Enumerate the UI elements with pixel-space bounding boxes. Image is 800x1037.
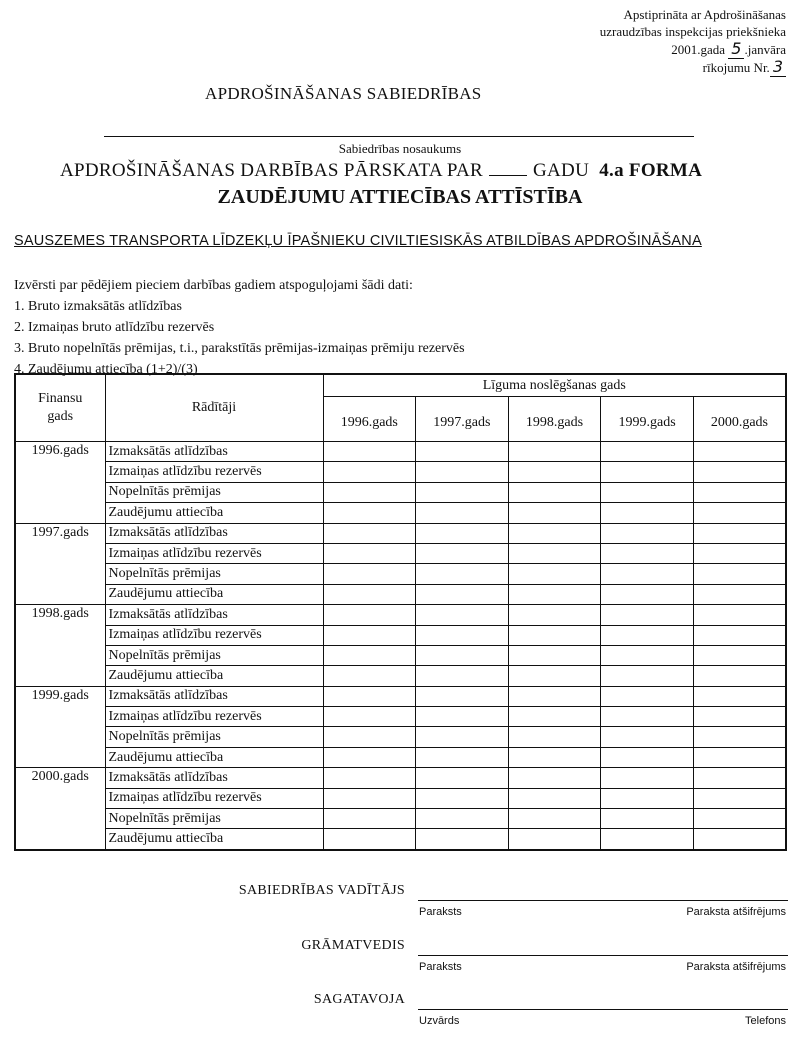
table-row bbox=[15, 564, 786, 584]
value-cell[interactable] bbox=[601, 727, 694, 747]
value-cell[interactable] bbox=[416, 564, 509, 584]
indicator-label: Izmaiņas atlīdzību rezervēs bbox=[105, 625, 323, 645]
indicator-label: Izmaiņas atlīdzību rezervēs bbox=[105, 462, 323, 482]
indicator-label: Nopelnītās prēmijas bbox=[105, 645, 323, 665]
report-title bbox=[60, 160, 702, 182]
approval-line-1: Apstiprināta ar Apdrošināšanas bbox=[623, 7, 786, 22]
value-cell[interactable] bbox=[601, 829, 694, 850]
value-cell[interactable] bbox=[693, 809, 786, 829]
value-cell[interactable] bbox=[601, 645, 694, 665]
indicator-label: Izmaksātās atlīdzības bbox=[105, 523, 323, 543]
company-name-caption: Sabiedrības nosaukums bbox=[338, 141, 462, 156]
signature-line[interactable] bbox=[418, 1009, 788, 1010]
table-row bbox=[15, 442, 786, 462]
header-contract-year: Līguma noslēgšanas gads bbox=[323, 374, 786, 397]
value-cell[interactable] bbox=[508, 809, 601, 829]
value-cell[interactable] bbox=[323, 543, 416, 563]
signature-caption-left: Paraksts bbox=[419, 961, 462, 973]
indicator-label: Izmaiņas atlīdzību rezervēs bbox=[105, 543, 323, 563]
table-row bbox=[15, 707, 786, 727]
value-cell[interactable] bbox=[323, 584, 416, 604]
approval-line-2: uzraudzības inspekcijas priekšnieka bbox=[599, 24, 786, 39]
loss-ratio-table bbox=[14, 373, 787, 851]
value-cell[interactable] bbox=[416, 584, 509, 604]
value-cell[interactable] bbox=[693, 523, 786, 543]
approval-line-4 bbox=[526, 58, 786, 76]
value-cell[interactable] bbox=[508, 727, 601, 747]
indicator-label: Zaudējumu attiecība bbox=[105, 747, 323, 767]
value-cell[interactable] bbox=[508, 788, 601, 808]
signature-role-label: SAGATAVOJA bbox=[313, 992, 405, 1007]
value-cell[interactable] bbox=[323, 727, 416, 747]
value-cell[interactable] bbox=[693, 503, 786, 523]
value-cell[interactable] bbox=[601, 686, 694, 706]
value-cell[interactable] bbox=[416, 809, 509, 829]
report-year-blank bbox=[489, 175, 527, 176]
value-cell[interactable] bbox=[416, 829, 509, 850]
value-cell[interactable] bbox=[508, 482, 601, 502]
value-cell[interactable] bbox=[416, 442, 509, 462]
company-name-field-line bbox=[104, 136, 694, 137]
signature-role-label: SABIEDRĪBAS VADĪTĀJS bbox=[238, 883, 405, 898]
value-cell[interactable] bbox=[601, 543, 694, 563]
value-cell[interactable] bbox=[601, 605, 694, 625]
insurance-type-heading: SAUSZEMES TRANSPORTA LĪDZEKĻU ĪPAŠNIEKU CIVILTIESISKĀS ATBILDĪBAS APDROŠINĀŠANA bbox=[14, 233, 702, 249]
header-year-column: 1996.gads bbox=[323, 397, 416, 442]
approval-date-prefix: 2001.gada bbox=[671, 42, 726, 57]
value-cell[interactable] bbox=[508, 543, 601, 563]
value-cell[interactable] bbox=[508, 747, 601, 767]
value-cell[interactable] bbox=[323, 523, 416, 543]
intro-lead: Izvērsti par pēdējiem pieciem darbības gadiem atspoguļojami šādi dati: bbox=[14, 278, 413, 293]
value-cell[interactable] bbox=[416, 462, 509, 482]
value-cell[interactable] bbox=[508, 686, 601, 706]
approval-note bbox=[526, 6, 786, 76]
value-cell[interactable] bbox=[323, 686, 416, 706]
approval-date-suffix: .janvāra bbox=[744, 42, 786, 57]
value-cell[interactable] bbox=[323, 482, 416, 502]
value-cell[interactable] bbox=[693, 747, 786, 767]
value-cell[interactable] bbox=[601, 747, 694, 767]
financial-year-cell: 1997.gads bbox=[15, 523, 105, 605]
table-row bbox=[15, 584, 786, 604]
order-number-handwritten: 3 bbox=[770, 57, 786, 77]
signature-caption-left: Uzvārds bbox=[419, 1015, 460, 1027]
indicator-label: Zaudējumu attiecība bbox=[105, 666, 323, 686]
indicator-label: Zaudējumu attiecība bbox=[105, 584, 323, 604]
company-heading: APDROŠINĀŠANAS SABIEDRĪBAS bbox=[205, 84, 482, 103]
value-cell[interactable] bbox=[508, 829, 601, 850]
value-cell[interactable] bbox=[416, 686, 509, 706]
value-cell[interactable] bbox=[323, 462, 416, 482]
value-cell[interactable] bbox=[416, 727, 509, 747]
table-row bbox=[15, 686, 786, 706]
intro-text bbox=[14, 275, 465, 380]
table-row bbox=[15, 543, 786, 563]
order-number-prefix: rīkojumu Nr. bbox=[702, 60, 770, 75]
table-row bbox=[15, 523, 786, 543]
value-cell[interactable] bbox=[508, 503, 601, 523]
value-cell[interactable] bbox=[323, 645, 416, 665]
value-cell[interactable] bbox=[693, 625, 786, 645]
report-title-part-2: GADU bbox=[533, 160, 590, 181]
value-cell[interactable] bbox=[693, 707, 786, 727]
value-cell[interactable] bbox=[601, 788, 694, 808]
indicator-label: Nopelnītās prēmijas bbox=[105, 482, 323, 502]
value-cell[interactable] bbox=[416, 523, 509, 543]
value-cell[interactable] bbox=[323, 788, 416, 808]
indicator-label: Izmaiņas atlīdzību rezervēs bbox=[105, 788, 323, 808]
value-cell[interactable] bbox=[693, 605, 786, 625]
value-cell[interactable] bbox=[508, 584, 601, 604]
value-cell[interactable] bbox=[323, 666, 416, 686]
indicator-label: Izmaksātās atlīdzības bbox=[105, 686, 323, 706]
header-indicators: Rādītāji bbox=[105, 374, 323, 442]
value-cell[interactable] bbox=[323, 707, 416, 727]
table-row bbox=[15, 747, 786, 767]
table-row bbox=[15, 788, 786, 808]
intro-item: 2. Izmaiņas bruto atlīdzību rezervēs bbox=[14, 320, 215, 335]
value-cell[interactable] bbox=[416, 645, 509, 665]
value-cell[interactable] bbox=[508, 523, 601, 543]
value-cell[interactable] bbox=[601, 809, 694, 829]
indicator-label: Izmaksātās atlīdzības bbox=[105, 768, 323, 788]
value-cell[interactable] bbox=[508, 666, 601, 686]
table-row bbox=[15, 727, 786, 747]
value-cell[interactable] bbox=[323, 503, 416, 523]
value-cell[interactable] bbox=[693, 442, 786, 462]
value-cell[interactable] bbox=[416, 788, 509, 808]
value-cell[interactable] bbox=[693, 829, 786, 850]
value-cell[interactable] bbox=[601, 482, 694, 502]
value-cell[interactable] bbox=[416, 666, 509, 686]
financial-year-cell: 1998.gads bbox=[15, 605, 105, 687]
value-cell[interactable] bbox=[693, 482, 786, 502]
table-row bbox=[15, 605, 786, 625]
financial-year-cell: 2000.gads bbox=[15, 768, 105, 850]
value-cell[interactable] bbox=[693, 645, 786, 665]
value-cell[interactable] bbox=[601, 523, 694, 543]
report-subtitle: ZAUDĒJUMU ATTIECĪBAS ATTĪSTĪBA bbox=[217, 186, 583, 208]
signature-line[interactable] bbox=[418, 900, 788, 901]
table-row bbox=[15, 625, 786, 645]
value-cell[interactable] bbox=[323, 605, 416, 625]
table-row bbox=[15, 768, 786, 788]
signature-caption-right: Paraksta atšifrējums bbox=[686, 961, 786, 973]
value-cell[interactable] bbox=[416, 605, 509, 625]
value-cell[interactable] bbox=[693, 666, 786, 686]
indicator-label: Izmaiņas atlīdzību rezervēs bbox=[105, 707, 323, 727]
intro-item: 3. Bruto nopelnītās prēmijas, t.i., parakstītās prēmijas-izmaiņas prēmiju rezervēs bbox=[14, 341, 465, 356]
value-cell[interactable] bbox=[508, 768, 601, 788]
indicator-label: Izmaksātās atlīdzības bbox=[105, 605, 323, 625]
value-cell[interactable] bbox=[416, 543, 509, 563]
intro-item: 4. Zaudējumu attiecība (1+2)/(3) bbox=[14, 362, 198, 377]
value-cell[interactable] bbox=[601, 503, 694, 523]
value-cell[interactable] bbox=[323, 564, 416, 584]
value-cell[interactable] bbox=[601, 666, 694, 686]
value-cell[interactable] bbox=[323, 625, 416, 645]
value-cell[interactable] bbox=[416, 503, 509, 523]
value-cell[interactable] bbox=[416, 747, 509, 767]
value-cell[interactable] bbox=[601, 584, 694, 604]
signature-caption-right: Paraksta atšifrējums bbox=[686, 906, 786, 918]
value-cell[interactable] bbox=[508, 707, 601, 727]
table-row bbox=[15, 809, 786, 829]
header-year-column: 1997.gads bbox=[416, 397, 509, 442]
header-year-column: 1998.gads bbox=[508, 397, 601, 442]
table-row bbox=[15, 645, 786, 665]
table-row bbox=[15, 829, 786, 850]
intro-item: 1. Bruto izmaksātās atlīdzības bbox=[14, 299, 182, 314]
value-cell[interactable] bbox=[416, 707, 509, 727]
value-cell[interactable] bbox=[508, 564, 601, 584]
header-financial-year: Finansu gads bbox=[15, 374, 105, 442]
value-cell[interactable] bbox=[416, 768, 509, 788]
value-cell[interactable] bbox=[601, 768, 694, 788]
value-cell[interactable] bbox=[601, 707, 694, 727]
value-cell[interactable] bbox=[508, 442, 601, 462]
value-cell[interactable] bbox=[323, 747, 416, 767]
value-cell[interactable] bbox=[323, 768, 416, 788]
header-year-column: 1999.gads bbox=[601, 397, 694, 442]
value-cell[interactable] bbox=[601, 442, 694, 462]
value-cell[interactable] bbox=[323, 809, 416, 829]
signature-role-label: GRĀMATVEDIS bbox=[301, 938, 405, 953]
indicator-label: Nopelnītās prēmijas bbox=[105, 564, 323, 584]
value-cell[interactable] bbox=[601, 564, 694, 584]
indicator-label: Izmaksātās atlīdzības bbox=[105, 442, 323, 462]
value-cell[interactable] bbox=[693, 788, 786, 808]
financial-year-cell: 1996.gads bbox=[15, 442, 105, 524]
report-title-part-1: APDROŠINĀŠANAS DARBĪBAS PĀRSKATA PAR bbox=[60, 160, 484, 181]
value-cell[interactable] bbox=[693, 686, 786, 706]
table-row bbox=[15, 462, 786, 482]
table-row bbox=[15, 482, 786, 502]
value-cell[interactable] bbox=[508, 605, 601, 625]
financial-year-cell: 1999.gads bbox=[15, 686, 105, 768]
header-year-column: 2000.gads bbox=[693, 397, 786, 442]
value-cell[interactable] bbox=[323, 829, 416, 850]
value-cell[interactable] bbox=[508, 462, 601, 482]
indicator-label: Nopelnītās prēmijas bbox=[105, 809, 323, 829]
signature-caption-left: Paraksts bbox=[419, 906, 462, 918]
value-cell[interactable] bbox=[416, 482, 509, 502]
approval-line-3 bbox=[526, 40, 786, 58]
signature-caption-right: Telefons bbox=[745, 1015, 786, 1027]
value-cell[interactable] bbox=[693, 462, 786, 482]
indicator-label: Zaudējumu attiecība bbox=[105, 829, 323, 850]
value-cell[interactable] bbox=[601, 462, 694, 482]
table-row bbox=[15, 666, 786, 686]
value-cell[interactable] bbox=[601, 625, 694, 645]
value-cell[interactable] bbox=[693, 768, 786, 788]
value-cell[interactable] bbox=[508, 645, 601, 665]
value-cell[interactable] bbox=[508, 625, 601, 645]
signature-line[interactable] bbox=[418, 955, 788, 956]
value-cell[interactable] bbox=[693, 564, 786, 584]
value-cell[interactable] bbox=[693, 543, 786, 563]
indicator-label: Zaudējumu attiecība bbox=[105, 503, 323, 523]
value-cell[interactable] bbox=[323, 442, 416, 462]
value-cell[interactable] bbox=[416, 625, 509, 645]
form-number: 4.a FORMA bbox=[599, 160, 703, 181]
table-row bbox=[15, 503, 786, 523]
approval-day-handwritten: 5 bbox=[728, 39, 744, 59]
indicator-label: Nopelnītās prēmijas bbox=[105, 727, 323, 747]
value-cell[interactable] bbox=[693, 584, 786, 604]
value-cell[interactable] bbox=[693, 727, 786, 747]
